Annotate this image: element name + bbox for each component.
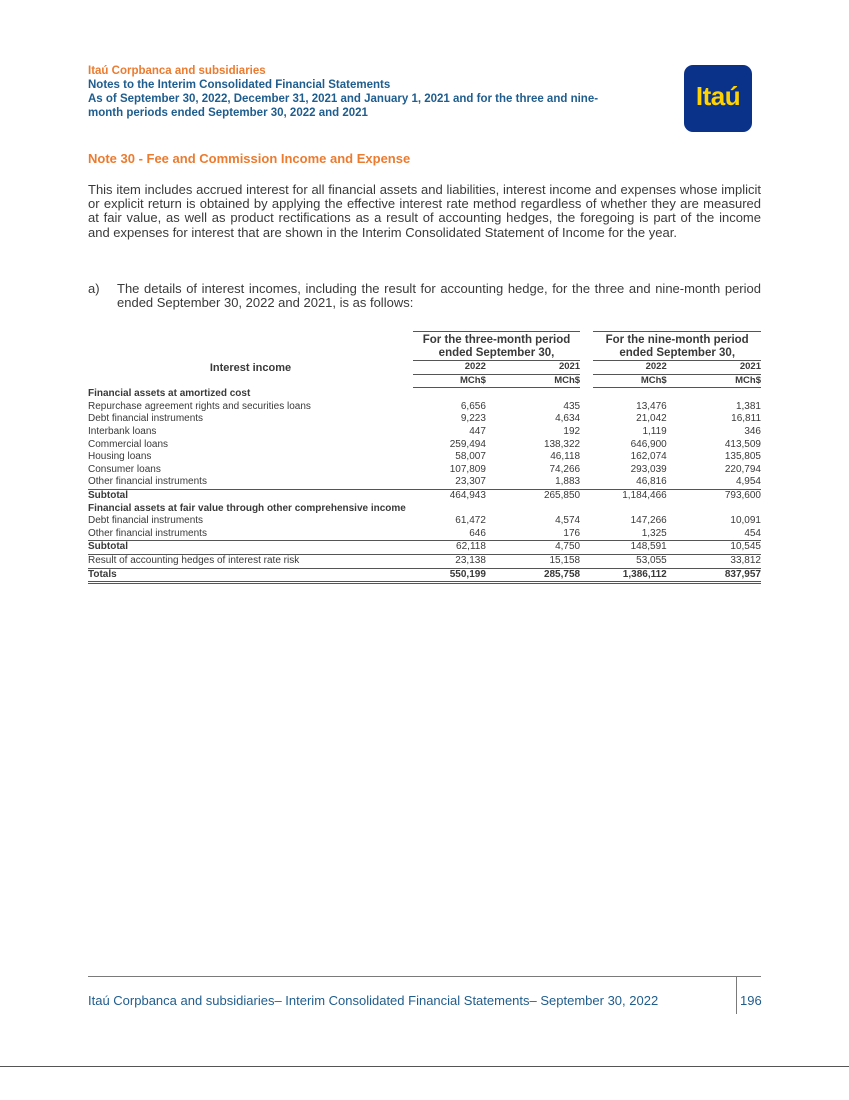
table-cell-label: Interbank loans (88, 425, 157, 437)
year-header: 2022 (593, 361, 674, 375)
unit-header: MCh$ (680, 374, 761, 388)
table-cell-value: 646,900 (630, 438, 667, 450)
table-cell-value: 1,381 (735, 400, 761, 412)
subtotal-row: Subtotal 464,943 265,850 1,184,466 793,600 (88, 489, 761, 501)
year-header: 2021 (500, 361, 581, 375)
table-cell-value: 61,472 (455, 515, 486, 527)
page-bottom-rule (0, 1066, 849, 1067)
header-period-line2: month periods ended September 30, 2022 and 2021 (88, 107, 368, 119)
table-cell-value: 74,266 (549, 463, 581, 475)
header-title: Notes to the Interim Consolidated Financial Statements (88, 79, 391, 91)
table-cell-value: 1,325 (593, 528, 674, 541)
table-cell-value: 6,656 (460, 400, 486, 412)
table-cell-value: 192 (563, 425, 581, 437)
row-header-label: Interest income (209, 361, 292, 374)
unit-header: MCh$ (413, 374, 494, 388)
year-header: 2022 (413, 361, 494, 375)
table-cell-label: Debt financial instruments (88, 515, 204, 527)
table-row (88, 451, 761, 464)
table-cell-value: 10,091 (730, 515, 761, 527)
table-cell-value: 16,811 (731, 413, 761, 425)
table-cell-value: 176 (500, 528, 581, 541)
table-header-units-row (88, 374, 761, 388)
table-cell-value: 346 (744, 425, 761, 437)
page-header (88, 64, 668, 120)
table-cell-value: 447 (469, 425, 486, 437)
table-cell-value: 9,223 (460, 413, 486, 425)
footer-text: Itaú Corpbanca and subsidiaries– Interim Consolidated Financial Statements– September 30, 2022 (88, 993, 659, 1008)
table-cell-value: 138,322 (543, 438, 581, 450)
hedge-row: Result of accounting hedges of interest rate risk 23,138 15,158 53,055 33,812 (88, 554, 761, 568)
table-cell-label: Other financial instruments (88, 528, 413, 541)
table-cell-value: 646 (413, 528, 494, 541)
table-cell-value: 58,007 (455, 451, 486, 463)
footer-separator (736, 976, 737, 1014)
table-cell-value: 1,883 (500, 476, 581, 489)
table-row (88, 528, 761, 541)
note-title: Note 30 - Fee and Commission Income and Expense (88, 151, 411, 166)
table-cell-value: 293,039 (630, 463, 667, 475)
table-cell-value: 454 (680, 528, 761, 541)
interest-income-table (88, 331, 761, 584)
group-header-nine-month: For the nine-month period ended September 30, (593, 332, 761, 361)
table-cell-value: 46,816 (593, 476, 674, 489)
table-cell-value: 259,494 (449, 438, 486, 450)
table-cell-value: 135,805 (724, 451, 761, 463)
table-cell-value: 413,509 (724, 438, 761, 450)
table-row (88, 401, 761, 414)
page-number: 196 (740, 993, 762, 1008)
header-period-line1: As of September 30, 2022, December 31, 2021 and January 1, 2021 and for the three and nine- (88, 93, 599, 105)
subtotal-row: Subtotal 62,118 4,750 148,591 10,545 (88, 541, 761, 555)
footer-divider (88, 976, 761, 977)
list-item-a (88, 282, 761, 310)
table-cell-value: 162,074 (630, 451, 667, 463)
unit-header: MCh$ (593, 374, 674, 388)
table-row (88, 426, 761, 439)
list-marker: a) (88, 281, 100, 296)
itau-logo (684, 65, 752, 132)
section-heading: Financial assets at amortized cost (88, 388, 251, 400)
table-row (88, 413, 761, 426)
section-heading: Financial assets at fair value through other comprehensive income (88, 502, 406, 514)
table-cell-value: 1,119 (642, 425, 667, 437)
note-paragraph: This item includes accrued interest for all financial assets and liabilities, interest income and expenses whose implicit or explicit return is obtained by applying the effective interest rate method regardless of whether they are measured at fair value, as well as product rectifications as a result of accounting hedges, the foregoing is part of the income and expenses for interest that are shown in the Interim Consolidated Statement of Income for the year. (88, 182, 761, 240)
table-cell-label: Debt financial instruments (88, 413, 204, 425)
table-cell-label: Repurchase agreement rights and securities loans (88, 400, 311, 412)
table-cell-label: Commercial loans (88, 438, 169, 450)
table-cell-value: 4,574 (555, 515, 581, 527)
table-cell-value: 46,118 (550, 451, 581, 463)
table-cell-value: 4,954 (680, 476, 761, 489)
table-cell-label: Consumer loans (88, 463, 161, 475)
table-cell-value: 107,809 (449, 463, 486, 475)
table-cell-value: 23,307 (413, 476, 494, 489)
table-cell-value: 4,634 (555, 413, 581, 425)
year-header: 2021 (680, 361, 761, 375)
table-cell-value: 435 (563, 400, 581, 412)
table-row (88, 515, 761, 528)
table-cell-value: 147,266 (630, 515, 667, 527)
table-cell-value: 21,042 (636, 413, 667, 425)
table-cell-label: Other financial instruments (88, 476, 413, 489)
list-item-text: The details of interest incomes, including the result for accounting hedge, for the three and nine-month period ended September 30, 2022 and 2021, is as follows: (117, 281, 761, 311)
table-cell-value: 220,794 (724, 463, 761, 475)
unit-header: MCh$ (500, 374, 581, 388)
group-header-three-month: For the three-month period ended September 30, (413, 332, 580, 361)
totals-row: Totals 550,199 285,758 1,386,112 837,957 (88, 568, 761, 583)
logo-text: Itaú (695, 81, 741, 111)
table-header-group-row (88, 332, 761, 361)
table-row (88, 439, 761, 452)
table-row (88, 464, 761, 477)
table-cell-label: Housing loans (88, 451, 152, 463)
table-row (88, 476, 761, 489)
header-company: Itaú Corpbanca and subsidiaries (88, 65, 266, 77)
table-cell-value: 13,476 (636, 400, 667, 412)
